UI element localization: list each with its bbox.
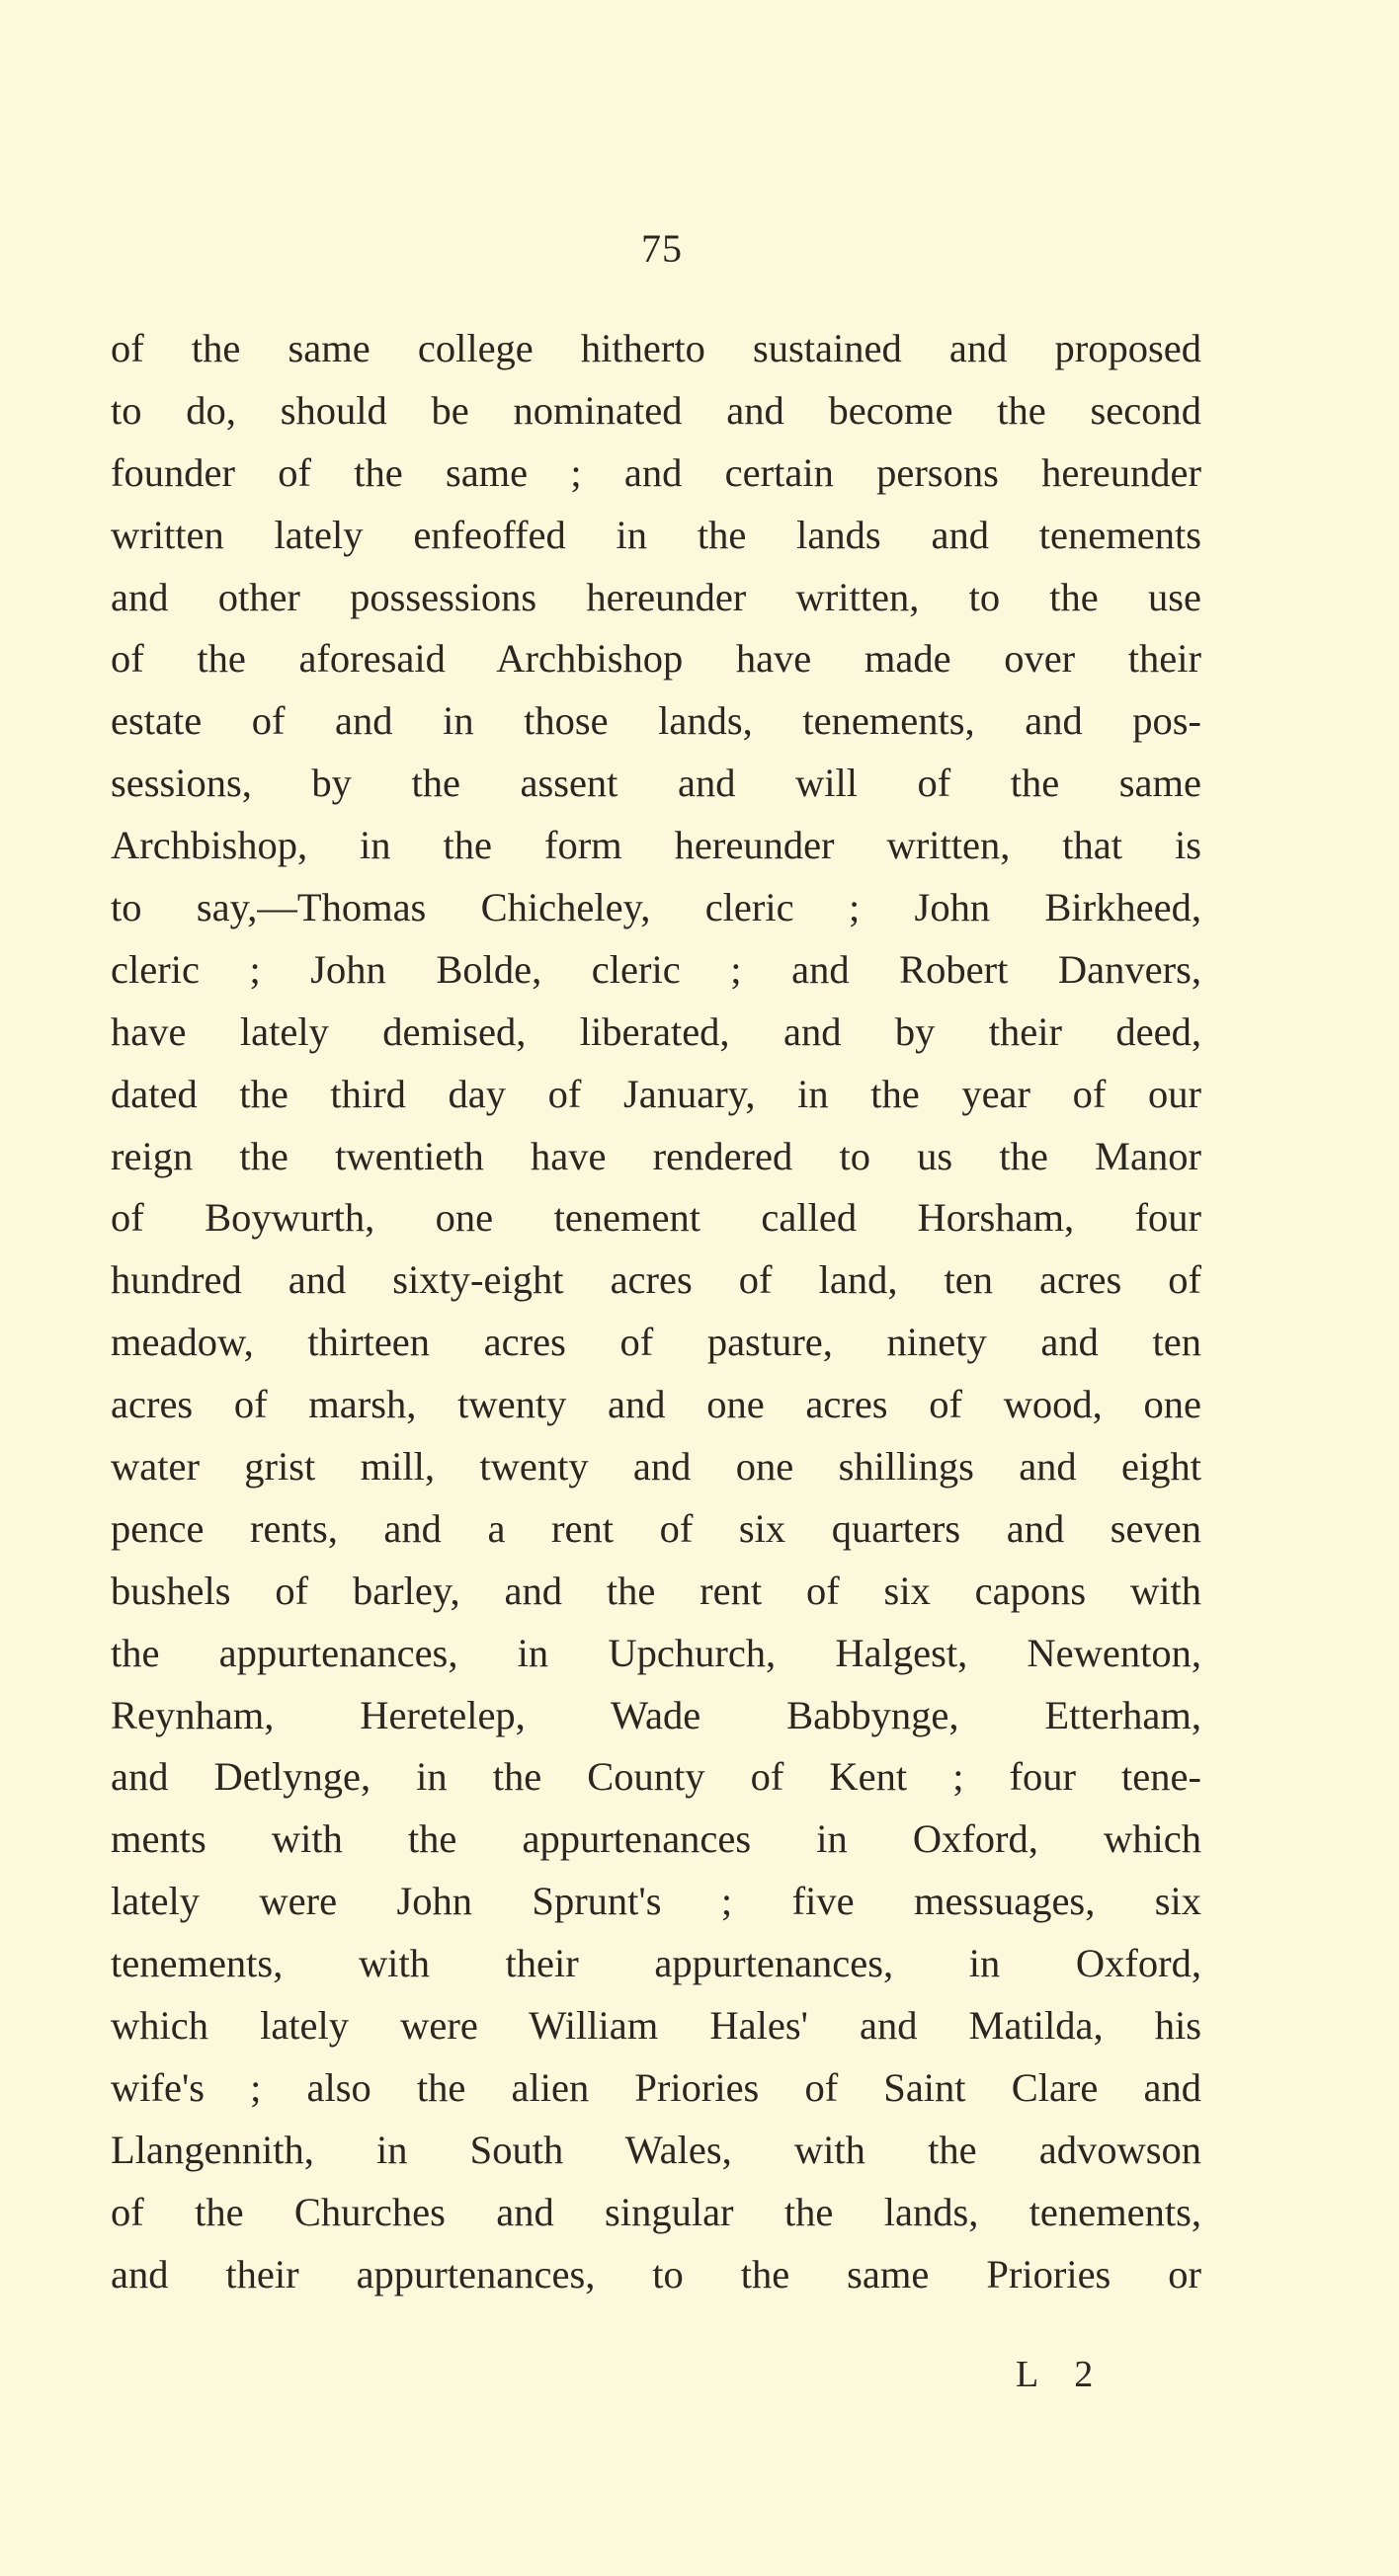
text-line: which lately were William Hales' and Matilda, his bbox=[111, 2003, 1201, 2049]
body-text bbox=[111, 318, 1201, 2306]
text-line: water grist mill, twenty and one shillings and eight bbox=[111, 1444, 1201, 1489]
text-line: have lately demised, liberated, and by their deed, bbox=[111, 1008, 1201, 1054]
text-line: of Boywurth, one tenement called Horsham, four bbox=[111, 1195, 1201, 1241]
text-line: acres of marsh, twenty and one acres of wood, one bbox=[111, 1382, 1201, 1427]
text-line: founder of the same ; and certain persons hereunder bbox=[111, 449, 1201, 495]
text-line: and other possessions hereunder written, to the use bbox=[111, 574, 1201, 619]
text-line: ments with the appurtenances in Oxford, which bbox=[111, 1816, 1201, 1862]
text-line: Llangennith, in South Wales, with the advowson bbox=[111, 2127, 1201, 2172]
text-line: pence rents, and a rent of six quarters and seven bbox=[111, 1505, 1201, 1551]
text-line: estate of and in those lands, tenements, and pos- bbox=[111, 698, 1201, 744]
text-line: meadow, thirteen acres of pasture, ninety and ten bbox=[111, 1320, 1201, 1365]
text-line: to do, should be nominated and become the second bbox=[111, 387, 1201, 433]
page-number: 75 bbox=[641, 226, 683, 271]
text-line: of the Churches and singular the lands, tenements, bbox=[111, 2189, 1201, 2234]
text-line: written lately enfeoffed in the lands and tenements bbox=[111, 512, 1201, 557]
text-line: dated the third day of January, in the year of our bbox=[111, 1071, 1201, 1116]
text-line: Reynham, Heretelep, Wade Babbynge, Etterham, bbox=[111, 1692, 1201, 1737]
text-line: sessions, by the assent and will of the same bbox=[111, 761, 1201, 806]
text-line: tenements, with their appurtenances, in Oxford, bbox=[111, 1941, 1201, 1986]
text-line: cleric ; John Bolde, cleric ; and Robert Danvers, bbox=[111, 946, 1201, 992]
text-line: the appurtenances, in Upchurch, Halgest, Newenton, bbox=[111, 1630, 1201, 1675]
text-line: lately were John Sprunt's ; five messuages, six bbox=[111, 1879, 1201, 1924]
text-line: reign the twentieth have rendered to us the Manor bbox=[111, 1133, 1201, 1178]
text-line: of the same college hitherto sustained and proposed bbox=[111, 326, 1201, 370]
text-line: and their appurtenances, to the same Priories or bbox=[111, 2251, 1201, 2296]
text-line: of the aforesaid Archbishop have made over their bbox=[111, 636, 1201, 682]
text-line: wife's ; also the alien Priories of Saint Clare and bbox=[111, 2064, 1201, 2110]
signature-mark: L 2 bbox=[1016, 2354, 1108, 2395]
text-line: hundred and sixty-eight acres of land, ten acres of bbox=[111, 1257, 1201, 1303]
text-line: bushels of barley, and the rent of six capons with bbox=[111, 1568, 1201, 1613]
text-line: and Detlynge, in the County of Kent ; four tene- bbox=[111, 1754, 1201, 1800]
text-line: Archbishop, in the form hereunder written, that is bbox=[111, 823, 1201, 868]
text-line: to say,—Thomas Chicheley, cleric ; John Birkheed, bbox=[111, 885, 1201, 930]
